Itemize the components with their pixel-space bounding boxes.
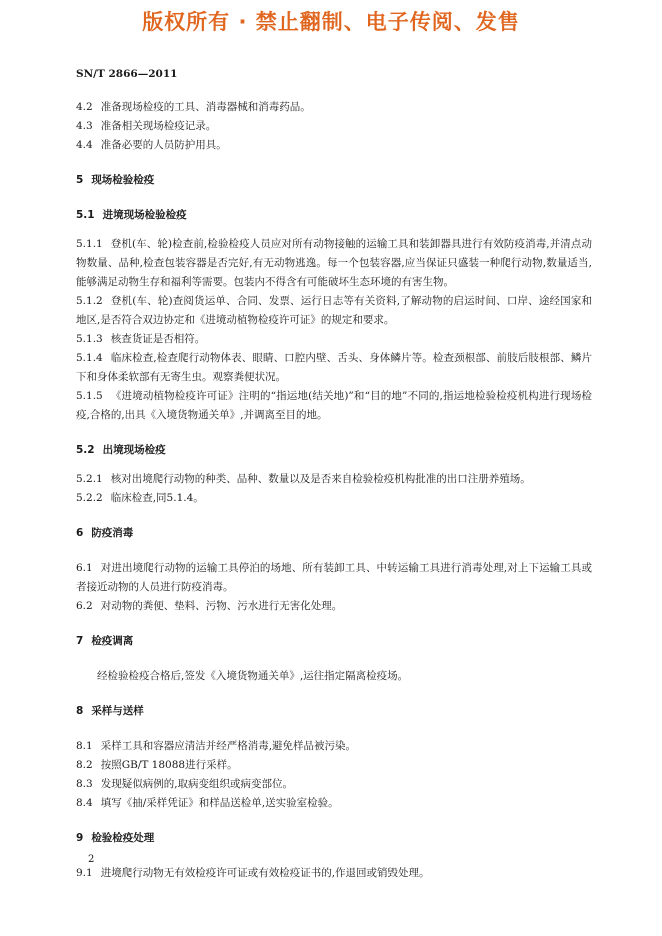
clause-8-3 — [76, 775, 592, 794]
clause-number: 9.1 — [76, 867, 93, 879]
clause-text: 对进出境爬行动物的运输工具停泊的场地、所有装卸工具、中转运输工具进行消毒处理,对上下运输工具或者接近动物的人员进行防疫消毒。 — [76, 562, 592, 593]
section-title: 采样与送样 — [91, 705, 144, 717]
section-number: 7 — [76, 635, 84, 647]
clause-5-1-3 — [76, 330, 592, 349]
clause-title: 进境现场检验检疫 — [102, 209, 187, 221]
clause-6-2 — [76, 597, 592, 616]
clause-6-1 — [76, 559, 592, 597]
clause-number: 6.1 — [76, 562, 93, 574]
clause-text: 进境爬行动物无有效检疫许可证或有效检疫证书的,作退回或销毁处理。 — [100, 867, 430, 879]
section-number: 8 — [76, 705, 84, 717]
section-title: 防疫消毒 — [91, 527, 134, 539]
clause-number: 5.1 — [76, 209, 95, 221]
clause-number: 6.2 — [76, 600, 93, 612]
document-body — [76, 98, 592, 883]
clause-8-2 — [76, 756, 592, 775]
clause-number: 5.2 — [76, 444, 95, 456]
clause-9-1 — [76, 864, 592, 883]
clause-number: 5.2.1 — [76, 473, 103, 485]
clause-5-2-heading — [76, 441, 592, 460]
clause-number: 5.1.1 — [76, 238, 103, 250]
section-7-heading — [76, 632, 592, 651]
clause-text: 临床检查,检查爬行动物体表、眼睛、口腔内壁、舌头、身体鳞片等。检查颈根部、前肢后肢根部、鳞片下和身体柔软部有无寄生虫。观察粪便状况。 — [76, 352, 592, 383]
clause-text: 准备必要的人员防护用具。 — [100, 139, 227, 151]
section-8-heading — [76, 702, 592, 721]
clause-text: 填写《抽/采样凭证》和样品送检单,送实验室检验。 — [100, 797, 339, 809]
clause-number: 5.2.2 — [76, 492, 103, 504]
section-6-heading — [76, 524, 592, 543]
clause-number: 5.1.3 — [76, 333, 103, 345]
section-title: 检验检疫处理 — [91, 832, 155, 844]
clause-number: 5.1.2 — [76, 295, 103, 307]
clause-4-4 — [76, 136, 592, 155]
standard-number: SN/T 2866—2011 — [76, 68, 178, 80]
clause-text: 登机(车、轮)查阅货运单、合同、发票、运行日志等有关资料,了解动物的启运时间、口岸、途经国家和地区,是否符合双边协定和《进境动植物检疫许可证》的规定和要求。 — [76, 295, 592, 326]
clause-title: 出境现场检疫 — [102, 444, 166, 456]
clause-text: 准备相关现场检疫记录。 — [100, 120, 217, 132]
clause-5-1-4 — [76, 349, 592, 387]
clause-number: 8.3 — [76, 778, 93, 790]
page-number: 2 — [88, 854, 95, 865]
clause-text: 临床检查,同5.1.4。 — [110, 492, 204, 504]
clause-5-1-5 — [76, 387, 592, 425]
section-7-text: 经检验检疫合格后,签发《入境货物通关单》,运往指定隔离检疫场。 — [97, 670, 409, 682]
section-title: 现场检验检疫 — [91, 174, 155, 186]
clause-number: 5.1.4 — [76, 352, 103, 364]
clause-8-1 — [76, 737, 592, 756]
clause-number: 4.2 — [76, 101, 93, 113]
clause-text: 发现疑似病例的,取病变组织或病变部位。 — [100, 778, 294, 790]
clause-5-2-2 — [76, 489, 592, 508]
clause-text: 采样工具和容器应清洁并经严格消毒,避免样品被污染。 — [100, 740, 357, 752]
section-number: 9 — [76, 832, 84, 844]
section-title: 检疫调离 — [91, 635, 134, 647]
section-9-heading — [76, 829, 592, 848]
clause-4-3 — [76, 117, 592, 136]
clause-8-4 — [76, 794, 592, 813]
clause-number: 8.2 — [76, 759, 93, 771]
clause-5-1-1 — [76, 235, 592, 292]
clause-number: 4.3 — [76, 120, 93, 132]
clause-text: 登机(车、轮)检查前,检验检疫人员应对所有动物接触的运输工具和装卸器具进行有效防疫消毒,并清点动物数量、品种,检查包装容器是否完好,有无动物逃逸。每一个包装容器,应当保证只盛装一种爬行动物,数量适当,能够满足动物生存和福利等需要。包装内不得含有可能破坏生态环境的有害生物。 — [76, 238, 592, 288]
clause-text: 按照GB/T 18088进行采样。 — [100, 759, 238, 771]
section-number: 5 — [76, 174, 84, 186]
clause-4-2 — [76, 98, 592, 117]
clause-5-2-1 — [76, 470, 592, 489]
clause-number: 8.4 — [76, 797, 93, 809]
clause-5-1-2 — [76, 292, 592, 330]
clause-number: 8.1 — [76, 740, 93, 752]
clause-text: 核查货证是否相符。 — [110, 333, 206, 345]
copyright-watermark: 版权所有 · 禁止翻制、电子传阅、发售 — [142, 10, 520, 34]
clause-text: 《进境动植物检疫许可证》注明的“指运地(结关地)”和“目的地”不同的,指运地检验检疫机构进行现场检疫,合格的,出具《入境货物通关单》,并调离至目的地。 — [76, 390, 592, 421]
clause-number: 5.1.5 — [76, 390, 103, 402]
clause-text: 核对出境爬行动物的种类、品种、数量以及是否来自检验检疫机构批准的出口注册养殖场。 — [110, 473, 531, 485]
clause-text: 对动物的粪便、垫料、污物、污水进行无害化处理。 — [100, 600, 343, 612]
clause-5-1-heading — [76, 206, 592, 225]
section-number: 6 — [76, 527, 84, 539]
clause-number: 4.4 — [76, 139, 93, 151]
section-5-heading — [76, 171, 592, 190]
clause-text: 准备现场检疫的工具、消毒器械和消毒药品。 — [100, 101, 311, 113]
